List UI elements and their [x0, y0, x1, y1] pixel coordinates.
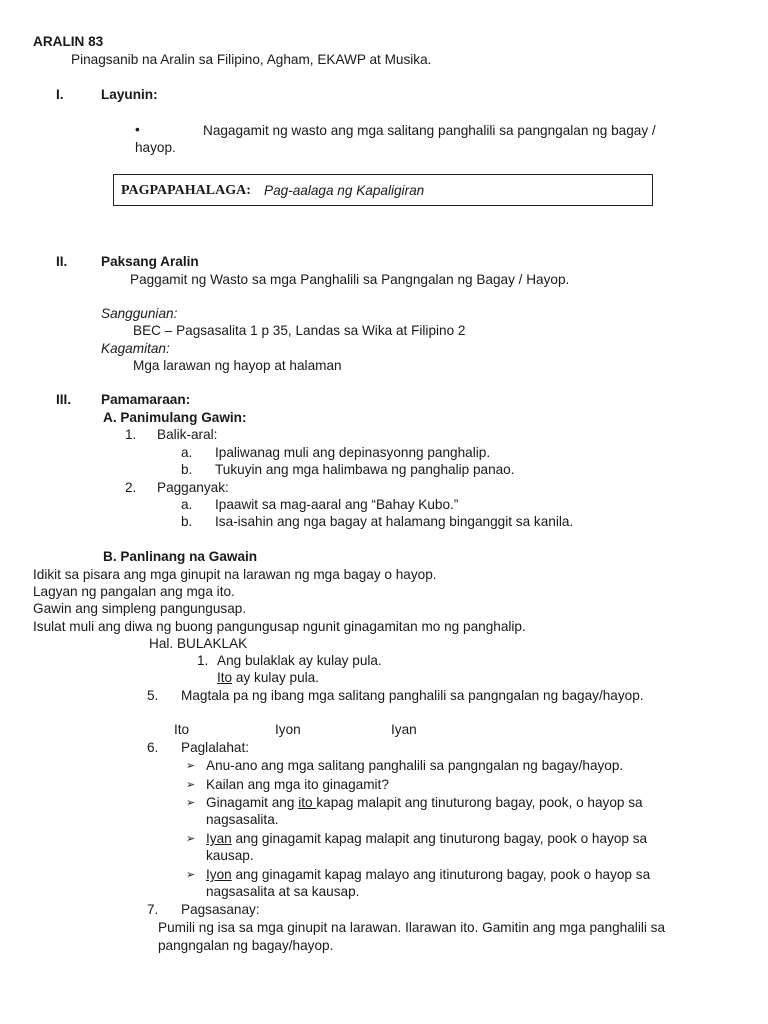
section-2-numeral: II.: [56, 254, 68, 269]
topic-text: Paggamit ng Wasto sa mga Panghalili sa Pangngalan ng Bagay / Hayop.: [130, 272, 570, 287]
arrow-bullet-icon: ➢: [186, 869, 196, 881]
pronoun-iyan: Iyan: [391, 722, 417, 737]
materials-label: Kagamitan:: [101, 341, 170, 356]
arrow-bullet-icon: ➢: [186, 779, 196, 791]
item-6-label: Paglalahat:: [181, 740, 250, 755]
item-5-text: Magtala pa ng ibang mga salitang panghalili sa pangngalan ng bagay/hayop.: [181, 688, 644, 703]
arrow-bullet-icon: ➢: [186, 760, 196, 772]
section-3-title: Pamamaraan:: [101, 392, 191, 407]
arrow-bullet-icon: ➢: [186, 797, 196, 809]
materials-text: Mga larawan ng hayop at halaman: [133, 358, 342, 373]
question-2: Kailan ang mga ito ginagamit?: [206, 777, 389, 792]
item-1a-text: Ipaliwanag muli ang depinasyonng panghalip.: [215, 445, 491, 460]
lesson-subtitle: Pinagsanib na Aralin sa Filipino, Agham, EKAWP at Musika.: [71, 52, 432, 67]
question-5-continuation: nagsasalita at sa kausap.: [206, 884, 360, 899]
question-4-rest: ang ginagamit kapag malapit ang tinuturong bagay, pook o hayop sa: [231, 831, 648, 846]
item-1-number: 1.: [125, 427, 137, 442]
example-sentence: Ang bulaklak ay kulay pula.: [217, 653, 382, 668]
part-b-line-3: Gawin ang simpleng pangungusap.: [33, 601, 247, 616]
bullet-icon: •: [135, 122, 140, 137]
section-1-numeral: I.: [56, 87, 64, 102]
item-7-label: Pagsasanay:: [181, 902, 260, 917]
question-3-keyword: ito: [298, 795, 317, 810]
lesson-title: ARALIN 83: [33, 34, 104, 49]
part-a-label: A. Panimulang Gawin:: [103, 410, 247, 425]
arrow-bullet-icon: ➢: [186, 833, 196, 845]
item-2-number: 2.: [125, 480, 137, 495]
question-5: [206, 867, 650, 883]
part-b-line-2: Lagyan ng pangalan ang mga ito.: [33, 584, 235, 599]
item-7-number: 7.: [147, 902, 159, 917]
item-2a-text: Ipaawit sa mag-aaral ang “Bahay Kubo.”: [215, 497, 459, 512]
objective-line-1: Nagagamit ng wasto ang mga salitang panghalili sa pangngalan ng bagay /: [203, 123, 656, 138]
reference-text: BEC – Pagsasalita 1 p 35, Landas sa Wika at Filipino 2: [133, 323, 466, 338]
item-1b-text: Tukuyin ang mga halimbawa ng panghalip panao.: [215, 462, 515, 477]
part-b-label: B. Panlinang na Gawain: [103, 549, 258, 564]
question-3-rest: kapag malapit ang tinuturong bagay, pook, o hayop sa: [316, 795, 643, 810]
example-pronoun: Ito: [217, 670, 233, 685]
item-1-label: Balik-aral:: [157, 427, 218, 442]
question-3: [206, 795, 643, 811]
item-1a-letter: a.: [181, 445, 193, 460]
question-5-keyword: Iyon: [206, 867, 232, 882]
example-label: Hal. BULAKLAK: [149, 636, 248, 651]
item-5-number: 5.: [147, 688, 159, 703]
example-pronoun-rest: ay kulay pula.: [232, 670, 320, 685]
section-2-title: Paksang Aralin: [101, 254, 199, 269]
value-box: [113, 174, 653, 206]
pronoun-iyon: Iyon: [275, 722, 301, 737]
example-number: 1.: [197, 653, 209, 668]
section-3-numeral: III.: [56, 392, 72, 407]
exercise-line-1: Pumili ng isa sa mga ginupit na larawan. Ilarawan ito. Gamitin ang mga panghalili sa: [158, 920, 666, 935]
part-b-line-4: Isulat muli ang diwa ng buong pangungusap ngunit ginagamitan mo ng panghalip.: [33, 619, 526, 634]
item-1b-letter: b.: [181, 462, 193, 477]
reference-label: Sanggunian:: [101, 306, 178, 321]
item-2-label: Pagganyak:: [157, 480, 229, 495]
question-3-continuation: nagsasalita.: [206, 812, 279, 827]
question-4: [206, 831, 647, 847]
item-2b-text: Isa-isahin ang nga bagay at halamang binganggit sa kanila.: [215, 514, 574, 529]
objective-line-2: hayop.: [135, 140, 176, 155]
question-5-rest: ang ginagamit kapag malayo ang itinuturong bagay, pook o hayop sa: [231, 867, 651, 882]
value-text: Pag-aalaga ng Kapaligiran: [264, 183, 425, 198]
question-3-prefix: Ginagamit ang: [206, 795, 299, 810]
question-4-continuation: kausap.: [206, 848, 254, 863]
part-b-line-1: Idikit sa pisara ang mga ginupit na larawan ng mga bagay o hayop.: [33, 567, 437, 582]
item-2b-letter: b.: [181, 514, 193, 529]
item-2a-letter: a.: [181, 497, 193, 512]
pronoun-ito: Ito: [174, 722, 190, 737]
question-4-keyword: Iyan: [206, 831, 232, 846]
item-6-number: 6.: [147, 740, 159, 755]
exercise-line-2: pangngalan ng bagay/hayop.: [158, 938, 334, 953]
value-label: PAGPAPAHALAGA:: [121, 183, 251, 198]
section-1-title: Layunin:: [101, 87, 158, 102]
question-1: Anu-ano ang mga salitang panghalili sa pangngalan ng bagay/hayop.: [206, 758, 624, 773]
example-pronoun-sentence: [217, 670, 319, 686]
